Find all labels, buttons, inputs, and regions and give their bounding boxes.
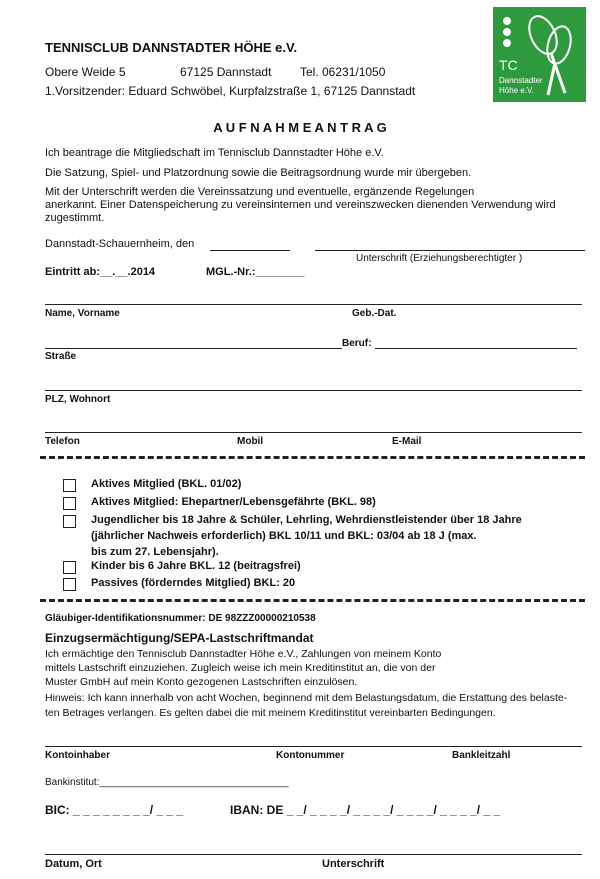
membership-partner-label: Aktives Mitglied: Ehepartner/Lebensgefährte (BKL. 98) (91, 496, 376, 508)
club-chairman: 1.Vorsitzender: Eduard Schwöbel, Kurpfalzstraße 1, 67125 Dannstadt (45, 84, 416, 98)
logo-initials: TC (499, 57, 518, 73)
membership-active-label: Aktives Mitglied (BKL. 01/02) (91, 478, 242, 490)
mobile-label: Mobil (237, 436, 264, 447)
membership-youth-label-1: Jugendlicher bis 18 Jahre & Schüler, Lehrling, Wehrdienstleistender über 18 Jahre (91, 514, 522, 526)
intro-p1: Ich beantrage die Mitgliedschaft im Tennisclub Dannstadter Höhe e.V. (45, 147, 384, 159)
intro-p3b: anerkannt. Einer Datenspeicherung zu vereinsinternen und vereinszwecken dienenden Verwendung wird (45, 199, 556, 211)
sepa-text-4: Hinweis: Ich kann innerhalb von acht Wochen, beginnend mit dem Belastungsdatum, die Erstattung des belaste- (45, 692, 568, 704)
club-name: TENNISCLUB DANNSTADTER HÖHE e.V. (45, 40, 298, 55)
creditor-id: Gläubiger-Identifikationsnummer: DE 98ZZZ00000210538 (45, 613, 316, 624)
logo-line2: Höhe e.V. (499, 86, 534, 95)
contact-line[interactable] (45, 432, 582, 433)
bic-field[interactable]: BIC: _ _ _ _ _ _ _ _/ _ _ _ (45, 803, 184, 817)
iban-field[interactable]: IBAN: DE _ _/ _ _ _ _/ _ _ _ _/ _ _ _ _/ _ _ _ _/ _ _ (230, 803, 501, 817)
sepa-text-1: Ich ermächtige den Tennisclub Dannstadter Höhe e.V., Zahlungen von meinem Konto (45, 648, 442, 660)
signature-label: Unterschrift (322, 858, 385, 870)
sepa-text-3: Muster GmbH auf mein Konto gezogenen Lastschriften einzulösen. (45, 676, 358, 688)
bank-code-label: Bankleitzahl (452, 750, 511, 761)
phone-label: Telefon (45, 436, 80, 447)
intro-p2: Die Satzung, Spiel- und Platzordnung sowie die Beitragsordnung wurde mir übergeben. (45, 167, 472, 179)
guardian-signature-label: Unterschrift (Erziehungsberechtigter ) (356, 253, 523, 264)
club-street: Obere Weide 5 (45, 65, 126, 79)
member-number[interactable]: MGL.-Nr.:________ (206, 266, 305, 278)
membership-youth-checkbox[interactable] (63, 515, 76, 528)
footer-signature-line[interactable] (45, 854, 582, 855)
job-label: Beruf: (342, 338, 372, 349)
date-line[interactable] (210, 250, 290, 251)
job-line[interactable] (375, 348, 577, 349)
membership-active-checkbox[interactable] (63, 479, 76, 492)
sepa-text-2: mittels Lastschrift einzuziehen. Zugleich weise ich mein Kreditinstitut an, die von der (45, 662, 436, 674)
account-holder-label: Kontoinhaber (45, 750, 110, 761)
sepa-heading: Einzugsermächtigung/SEPA-Lastschriftmandat (45, 631, 314, 645)
account-number-label: Kontonummer (276, 750, 345, 761)
zip-city-line[interactable] (45, 390, 582, 391)
zip-city-label: PLZ, Wohnort (45, 394, 111, 405)
membership-children-checkbox[interactable] (63, 561, 76, 574)
intro-p3a: Mit der Unterschrift werden die Vereinssatzung und eventuelle, ergänzende Regelungen (45, 186, 475, 198)
club-logo (493, 7, 586, 102)
sepa-text-5: ten Betrages verlangen. Es gelten dabei die mit meinem Kreditinstitut vereinbarten Bedingungen. (45, 707, 496, 719)
club-city: 67125 Dannstadt (180, 65, 272, 79)
bank-line[interactable] (45, 746, 582, 747)
guardian-signature-line[interactable] (315, 250, 585, 251)
street-label: Straße (45, 351, 77, 362)
club-phone: Tel. 06231/1050 (300, 65, 386, 79)
page-title: A U F N A H M E A N T R A G (213, 120, 387, 135)
place-date-label: Dannstadt-Schauernheim, den (45, 238, 195, 250)
membership-partner-checkbox[interactable] (63, 497, 76, 510)
birth-label: Geb.-Dat. (352, 308, 397, 319)
membership-youth-label-3: bis zum 27. Lebensjahr). (91, 546, 219, 558)
membership-youth-label-2: (jährlicher Nachweis erforderlich) BKL 10/11 und BKL: 03/04 ab 18 J (max. (91, 530, 477, 542)
logo-line1: Dannstadter (499, 76, 543, 85)
section-divider (40, 456, 585, 459)
membership-passive-checkbox[interactable] (63, 578, 76, 591)
email-label: E-Mail (392, 436, 422, 447)
intro-p3c: zugestimmt. (45, 212, 105, 224)
membership-children-label: Kinder bis 6 Jahre BKL. 12 (beitragsfrei) (91, 560, 301, 572)
entry-date[interactable]: Eintritt ab:__.__.2014 (45, 266, 156, 278)
name-line[interactable] (45, 304, 582, 305)
membership-passive-label: Passives (förderndes Mitglied) BKL: 20 (91, 577, 296, 589)
street-line[interactable] (45, 348, 342, 349)
bank-institute-field[interactable]: Bankinstitut:__________________________________ (45, 777, 289, 788)
date-place-label: Datum, Ort (45, 858, 102, 870)
name-label: Name, Vorname (45, 308, 120, 319)
section-divider-2 (40, 599, 585, 602)
